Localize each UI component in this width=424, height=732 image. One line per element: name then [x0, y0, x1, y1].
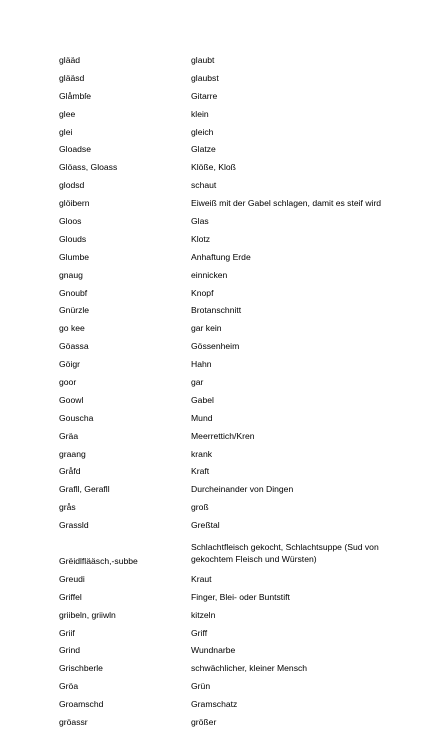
glossary-term: gnaug	[59, 269, 83, 280]
glossary-row	[59, 410, 419, 428]
glossary-row	[59, 124, 419, 142]
glossary-row	[59, 499, 419, 517]
glossary-term: glodsd	[59, 180, 85, 191]
glossary-row	[59, 70, 419, 88]
glossary-term: Gloadse	[59, 144, 92, 155]
glossary-meaning: Gramschatz	[191, 699, 238, 710]
glossary-row	[59, 678, 419, 696]
glossary-term: Göassa	[59, 341, 89, 352]
glossary-meaning: Grün	[191, 681, 211, 692]
glossary-meaning: Anhaftung Erde	[191, 251, 251, 262]
glossary-meaning: Griff	[191, 627, 208, 638]
glossary-term: Gouscha	[59, 412, 94, 423]
glossary-term: griibeln, griiwln	[59, 609, 116, 620]
glossary-term: glääd	[59, 55, 81, 65]
glossary-meaning: Wundnarbe	[191, 645, 236, 656]
glossary-meaning: gar	[191, 377, 204, 388]
glossary-row	[59, 589, 419, 607]
glossary-term: Glöass, Gloass	[59, 162, 118, 173]
glossary-term: glee	[59, 108, 76, 119]
glossary-term: glei	[59, 126, 73, 137]
glossary-row	[59, 571, 419, 589]
glossary-meaning: gar kein	[191, 323, 222, 334]
glossary-meaning: Gitarre	[191, 90, 218, 101]
glossary-row	[59, 446, 419, 464]
glossary-row	[59, 285, 419, 303]
glossary-meaning: glaubt	[191, 55, 215, 65]
glossary-term: Gnürzle	[59, 305, 90, 316]
glossary-meaning: Knopf	[191, 287, 214, 298]
glossary-row	[59, 463, 419, 481]
glossary-row	[59, 535, 419, 571]
glossary-term: Grind	[59, 645, 81, 656]
glossary-meaning: glaubst	[191, 72, 219, 83]
glossary-row	[59, 106, 419, 124]
glossary-meaning: Durcheinander von Dingen	[191, 484, 294, 495]
glossary-row	[59, 52, 419, 70]
glossary-meaning: Schlachtfleisch gekocht, Schlachtsuppe (Sud von gekochtem Fleisch und Würsten)	[191, 542, 379, 565]
glossary-meaning: größer	[191, 716, 217, 727]
glossary-meaning: Brotanschnitt	[191, 305, 242, 316]
glossary-term: Gloos	[59, 216, 82, 227]
glossary-row	[59, 249, 419, 267]
glossary-meaning: Klotz	[191, 233, 211, 244]
glossary-row	[59, 267, 419, 285]
glossary-meaning: Meerrettich/Kren	[191, 430, 255, 441]
glossary-term: Groamschd	[59, 699, 104, 710]
glossary-meaning: klein	[191, 108, 209, 119]
glossary-meaning: krank	[191, 448, 213, 459]
glossary-term: Griif	[59, 627, 75, 638]
glossary-term: Gräa	[59, 430, 79, 441]
glossary-term: Griffel	[59, 591, 82, 602]
glossary-list	[59, 52, 419, 732]
glossary-term: Goowl	[59, 394, 84, 405]
glossary-row	[59, 642, 419, 660]
glossary-term: goor	[59, 377, 77, 388]
glossary-term: Gröa	[59, 681, 79, 692]
glossary-term: Grassld	[59, 520, 89, 531]
glossary-meaning: Glas	[191, 216, 209, 227]
glossary-term: go kee	[59, 323, 85, 334]
glossary-meaning: Greßtal	[191, 520, 220, 531]
glossary-meaning: schwächlicher, kleiner Mensch	[191, 663, 308, 674]
glossary-row	[59, 714, 419, 732]
glossary-term: Grischberle	[59, 663, 103, 674]
glossary-row	[59, 481, 419, 499]
glossary-row	[59, 338, 419, 356]
glossary-term: graang	[59, 448, 86, 459]
glossary-meaning: Gössenheim	[191, 341, 240, 352]
glossary-meaning: Hahn	[191, 359, 212, 370]
glossary-meaning: Kraut	[191, 573, 212, 584]
glossary-term: Glouds	[59, 233, 87, 244]
glossary-row	[59, 141, 419, 159]
glossary-row	[59, 231, 419, 249]
glossary-term: Grëidlflääsch,-subbe	[59, 555, 138, 566]
glossary-meaning: Gabel	[191, 394, 214, 405]
glossary-row	[59, 302, 419, 320]
glossary-term: glöibern	[59, 198, 90, 209]
glossary-meaning: Mund	[191, 412, 213, 423]
glossary-term: Greudi	[59, 573, 85, 584]
glossary-term: Glåmbſe	[59, 90, 91, 101]
glossary-meaning: groß	[191, 502, 209, 513]
glossary-row	[59, 696, 419, 714]
glossary-row	[59, 88, 419, 106]
glossary-term: Grafll, Gerafll	[59, 484, 110, 495]
glossary-row	[59, 607, 419, 625]
glossary-meaning: Eiweiß mit der Gabel schlagen, damit es steif wird	[191, 198, 382, 209]
glossary-term: Glumbe	[59, 251, 90, 262]
glossary-meaning: Finger, Blei- oder Buntstift	[191, 591, 290, 602]
glossary-row	[59, 517, 419, 535]
glossary-term: glääsd	[59, 72, 85, 83]
glossary-term: grås	[59, 502, 76, 513]
glossary-term: Gråfd	[59, 466, 81, 477]
glossary-meaning: Glatze	[191, 144, 216, 155]
glossary-row	[59, 392, 419, 410]
glossary-meaning: gleich	[191, 126, 214, 137]
glossary-row	[59, 159, 419, 177]
glossary-meaning: Kraft	[191, 466, 210, 477]
glossary-row	[59, 356, 419, 374]
glossary-row	[59, 625, 419, 643]
glossary-meaning: einnicken	[191, 269, 228, 280]
glossary-term: gröassr	[59, 716, 88, 727]
glossary-row	[59, 195, 419, 213]
glossary-row	[59, 374, 419, 392]
glossary-row	[59, 660, 419, 678]
glossary-row	[59, 320, 419, 338]
glossary-row	[59, 428, 419, 446]
glossary-row	[59, 177, 419, 195]
glossary-meaning: schaut	[191, 180, 217, 191]
glossary-meaning: kitzeln	[191, 609, 216, 620]
glossary-term: Göigr	[59, 359, 81, 370]
glossary-meaning: Klöße, Kloß	[191, 162, 236, 173]
glossary-term: Gnoubf	[59, 287, 88, 298]
glossary-row	[59, 213, 419, 231]
